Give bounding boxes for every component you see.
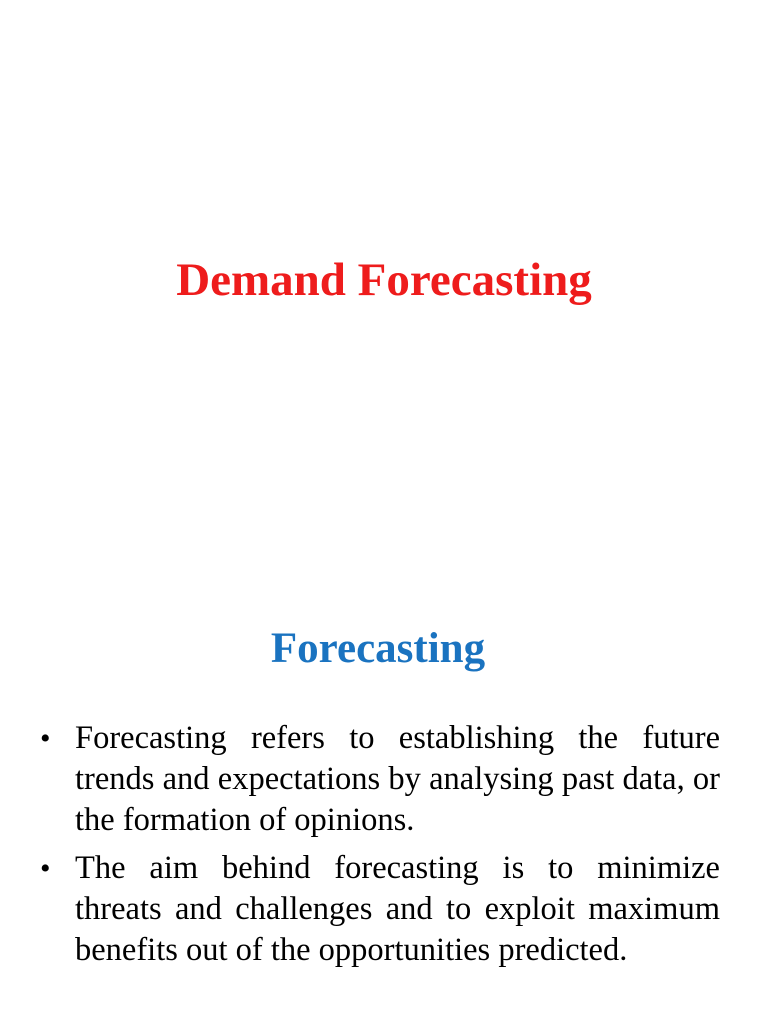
slide-subtitle: Forecasting [270,625,486,672]
bullet-text: Forecasting refers to establishing the future trends and expectations by analysing past data, or the formation of opinions. [75,720,720,838]
bullet-text: The aim behind forecasting is to minimize threats and challenges and to exploit maximum benefits out of the opportunities predicted. [75,850,720,968]
bullet-item [40,718,720,841]
bullet-marker: • [40,722,51,755]
bullet-marker: • [40,852,51,885]
slide-title: Demand Forecasting [176,254,592,306]
bullet-item [40,848,720,971]
bullet-list [40,718,720,978]
slide-2 [0,585,768,1024]
